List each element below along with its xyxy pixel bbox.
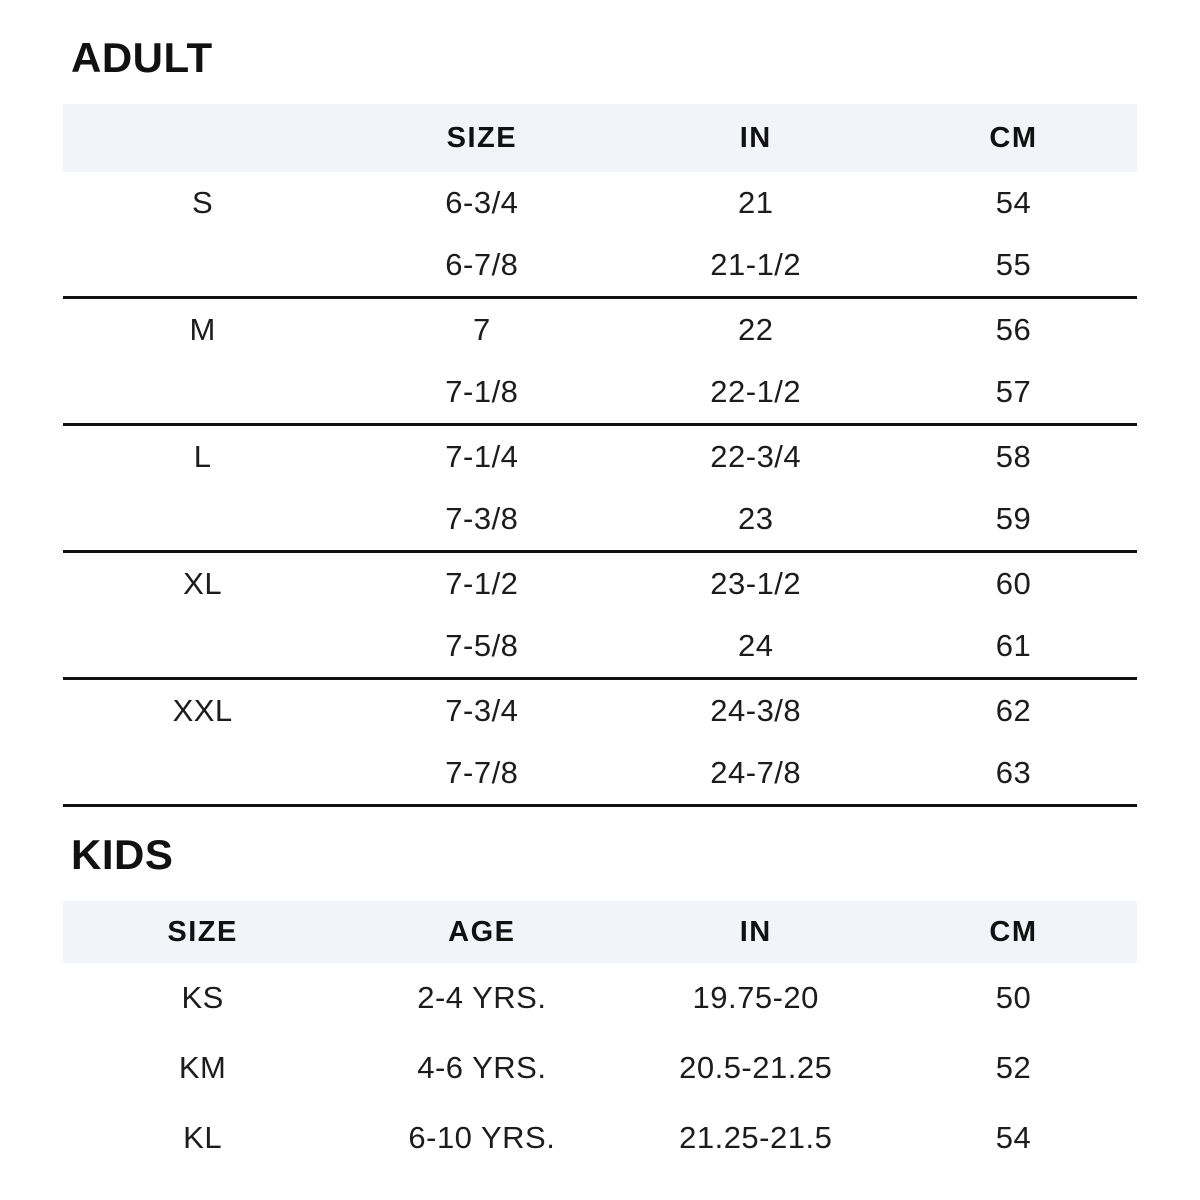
size-label-cell bbox=[63, 488, 342, 552]
size-value-cell: 7-1/4 bbox=[445, 439, 519, 475]
adult-group-l bbox=[63, 425, 1137, 552]
size-value-cell: 6-3/4 bbox=[445, 185, 519, 221]
cm-value-cell: 61 bbox=[995, 628, 1032, 664]
adult-table-header bbox=[63, 104, 1137, 172]
size-label-cell: KS bbox=[181, 980, 224, 1016]
adult-group-xl bbox=[63, 552, 1137, 679]
size-label-cell: KM bbox=[178, 1050, 227, 1086]
table-row bbox=[63, 552, 1137, 616]
in-value-cell: 20.5-21.25 bbox=[679, 1050, 833, 1086]
age-value-cell: 4-6 YRS. bbox=[417, 1050, 547, 1086]
header-cell-size: SIZE bbox=[446, 121, 518, 154]
kids-size-table bbox=[63, 901, 1137, 1173]
table-row bbox=[63, 615, 1137, 679]
in-value-cell: 24 bbox=[737, 628, 774, 664]
size-label-cell bbox=[63, 742, 342, 806]
size-label-cell: KL bbox=[183, 1120, 223, 1156]
in-value-cell: 21 bbox=[737, 185, 774, 221]
cm-value-cell: 58 bbox=[995, 439, 1032, 475]
cm-value-cell: 56 bbox=[995, 312, 1032, 348]
age-value-cell: 6-10 YRS. bbox=[408, 1120, 556, 1156]
header-cell-age: AGE bbox=[448, 915, 516, 948]
header-cell-cm: CM bbox=[989, 121, 1038, 154]
header-cell-in: IN bbox=[739, 915, 772, 948]
header-cell-size: SIZE bbox=[167, 915, 238, 948]
in-value-cell: 22-1/2 bbox=[710, 374, 802, 410]
cm-value-cell: 52 bbox=[995, 1050, 1032, 1086]
cm-value-cell: 55 bbox=[995, 247, 1032, 283]
kids-table-header bbox=[63, 901, 1137, 963]
header-row bbox=[63, 901, 1137, 963]
in-value-cell: 21.25-21.5 bbox=[679, 1120, 833, 1156]
header-cell-cm: CM bbox=[989, 915, 1038, 948]
kids-section-title: KIDS bbox=[71, 831, 174, 879]
table-row bbox=[63, 488, 1137, 552]
cm-value-cell: 50 bbox=[995, 980, 1032, 1016]
in-value-cell: 24-7/8 bbox=[710, 755, 802, 791]
header-cell-in: IN bbox=[739, 121, 772, 154]
in-value-cell: 19.75-20 bbox=[692, 980, 819, 1016]
in-value-cell: 24-3/8 bbox=[710, 693, 802, 729]
table-row bbox=[63, 963, 1137, 1033]
adult-group-m bbox=[63, 298, 1137, 425]
size-value-cell: 7-3/4 bbox=[445, 693, 519, 729]
adult-group-xxl bbox=[63, 679, 1137, 806]
table-row bbox=[63, 172, 1137, 234]
cm-value-cell: 57 bbox=[995, 374, 1032, 410]
header-row bbox=[63, 104, 1137, 172]
table-row bbox=[63, 425, 1137, 489]
size-label-cell bbox=[63, 234, 342, 298]
adult-section-title: ADULT bbox=[71, 34, 213, 81]
size-label-cell: XXL bbox=[172, 693, 233, 729]
age-value-cell: 2-4 YRS. bbox=[417, 980, 547, 1016]
size-label-cell: S bbox=[192, 185, 214, 221]
table-row bbox=[63, 742, 1137, 806]
cm-value-cell: 62 bbox=[995, 693, 1032, 729]
size-value-cell: 7-5/8 bbox=[445, 628, 519, 664]
in-value-cell: 21-1/2 bbox=[710, 247, 802, 283]
in-value-cell: 23 bbox=[737, 501, 774, 537]
adult-group-s bbox=[63, 172, 1137, 298]
size-value-cell: 7-7/8 bbox=[445, 755, 519, 791]
size-label-cell: L bbox=[193, 439, 212, 475]
in-value-cell: 22-3/4 bbox=[710, 439, 802, 475]
table-row bbox=[63, 234, 1137, 298]
size-value-cell: 7-3/8 bbox=[445, 501, 519, 537]
size-label-cell: XL bbox=[183, 566, 223, 602]
size-value-cell: 7 bbox=[472, 312, 491, 348]
cm-value-cell: 60 bbox=[995, 566, 1032, 602]
table-row bbox=[63, 298, 1137, 362]
cm-value-cell: 59 bbox=[995, 501, 1032, 537]
size-label-cell: M bbox=[189, 312, 216, 348]
table-row bbox=[63, 679, 1137, 743]
in-value-cell: 22 bbox=[737, 312, 774, 348]
cm-value-cell: 63 bbox=[995, 755, 1032, 791]
table-row bbox=[63, 1033, 1137, 1103]
size-value-cell: 7-1/2 bbox=[445, 566, 519, 602]
size-label-cell bbox=[63, 615, 342, 679]
size-value-cell: 7-1/8 bbox=[445, 374, 519, 410]
kids-table-body bbox=[63, 963, 1137, 1173]
in-value-cell: 23-1/2 bbox=[710, 566, 802, 602]
cm-value-cell: 54 bbox=[995, 185, 1032, 221]
header-cell-blank bbox=[63, 104, 342, 172]
adult-size-table bbox=[63, 104, 1137, 807]
size-value-cell: 6-7/8 bbox=[445, 247, 519, 283]
size-label-cell bbox=[63, 361, 342, 425]
table-row bbox=[63, 1103, 1137, 1173]
cm-value-cell: 54 bbox=[995, 1120, 1032, 1156]
table-row bbox=[63, 361, 1137, 425]
